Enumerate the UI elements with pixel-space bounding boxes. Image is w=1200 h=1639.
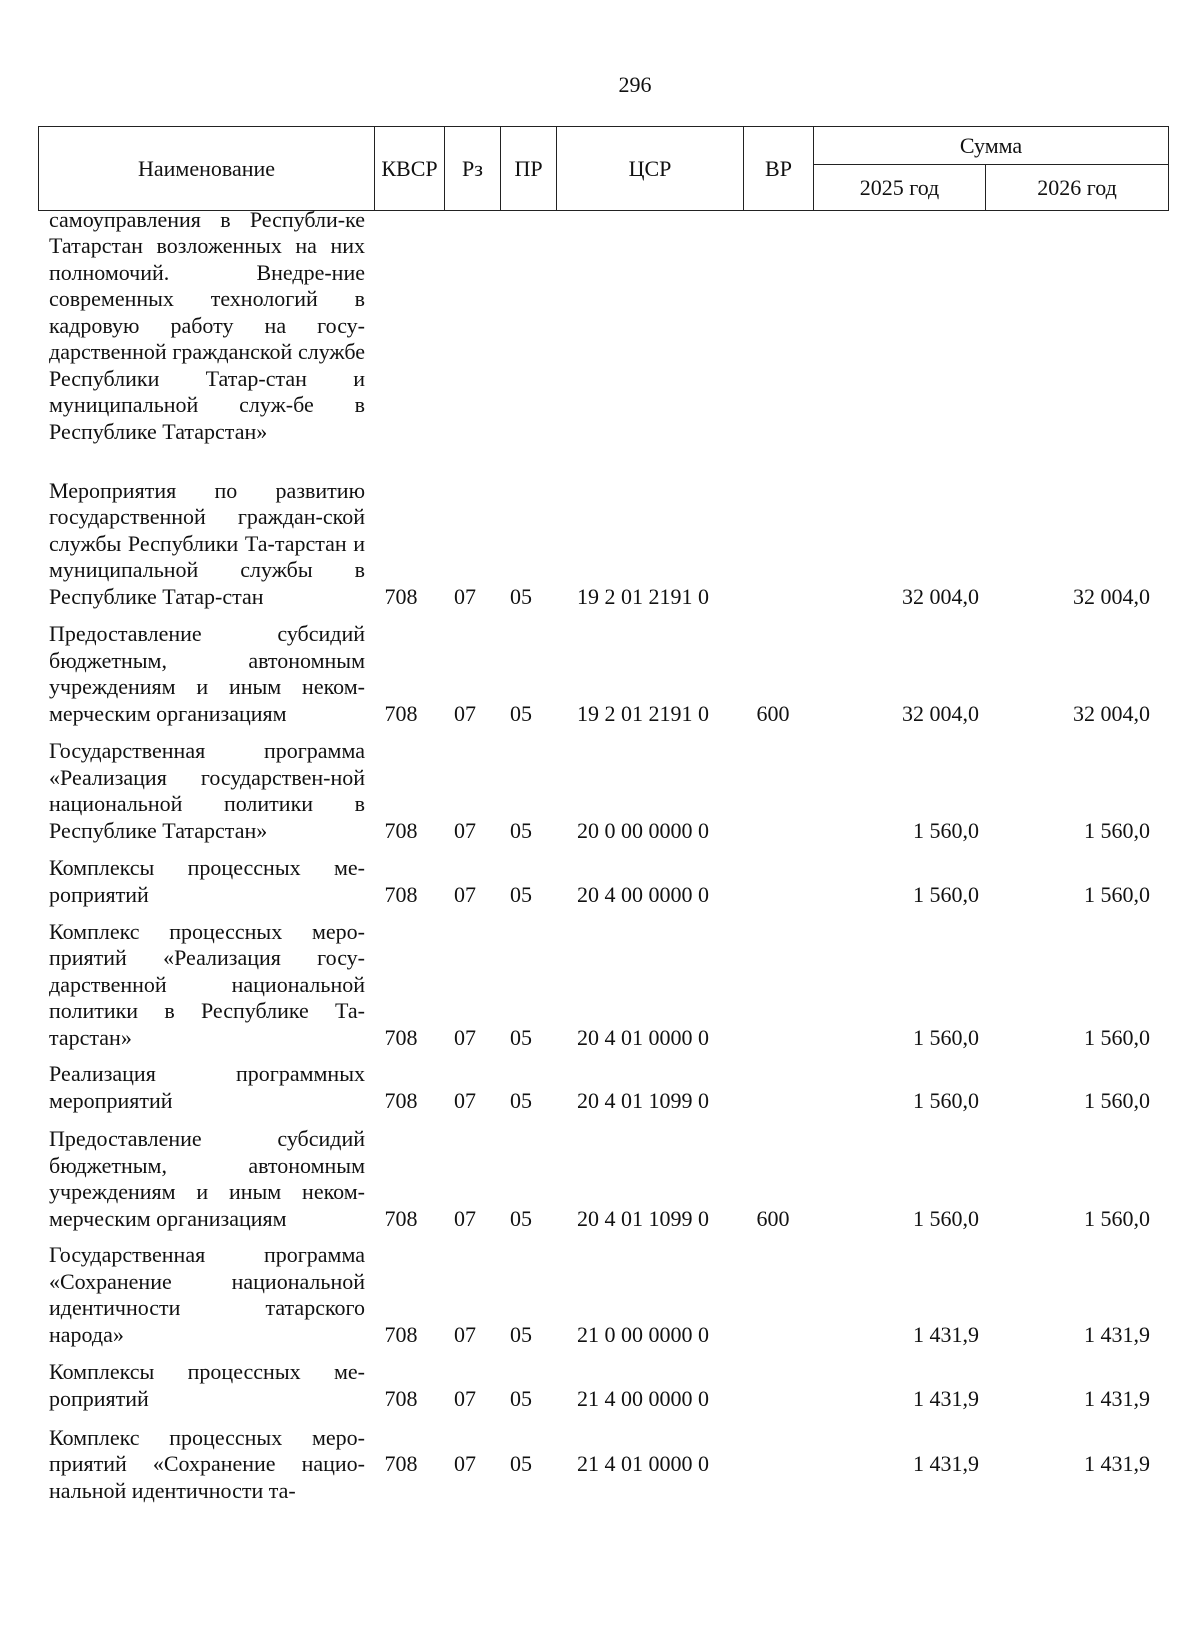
table-row [0,1232,1200,1348]
table-row [0,206,1200,445]
row-rz: 07 [454,1205,476,1231]
table-row [0,727,1200,844]
row-csr: 19 2 01 2191 0 [577,700,709,726]
row-kvsr: 708 [384,700,418,726]
row-rz: 07 [454,881,476,907]
header-kvsr: КВСР [375,127,445,211]
table-row [0,1348,1200,1412]
table-row [0,610,1200,727]
row-sum-2025: 1 560,0 [913,1087,979,1113]
page-number: 296 [618,72,652,97]
row-sum-2026: 32 004,0 [1073,700,1150,726]
row-kvsr: 708 [384,1205,418,1231]
row-sum-2025: 1 560,0 [913,817,979,843]
row-name: Предоставление субсидий бюджетным, автономным учреждениям и иным неком-мерческим организациям [49,1126,365,1231]
row-name: Реализация программных мероприятий [49,1061,365,1113]
row-sum-2025: 1 560,0 [913,1205,979,1231]
row-csr: 21 4 00 0000 0 [577,1385,709,1411]
row-sum-2026: 1 560,0 [1084,1205,1150,1231]
header-sum: Сумма [814,127,1169,165]
row-pr: 05 [510,1087,532,1113]
table-row [0,1051,1200,1114]
row-sum-2025: 1 560,0 [913,881,979,907]
row-kvsr: 708 [384,881,418,907]
row-kvsr: 708 [384,817,418,843]
header-vr: ВР [744,127,814,211]
row-name: Государственная программа «Реализация государствен-ной национальной политики в Республике Татарстан» [49,738,365,843]
row-rz: 07 [454,700,476,726]
row-name: Мероприятия по развитию государственной граждан-ской службы Республики Та-тарстан и муниципальной службы в Республике Татар-стан [49,477,365,609]
row-pr: 05 [510,1321,532,1347]
row-csr: 20 0 00 0000 0 [577,817,709,843]
row-kvsr: 708 [384,1024,418,1050]
row-kvsr: 708 [384,1451,418,1477]
row-sum-2026: 1 560,0 [1084,817,1150,843]
table-row [0,1412,1200,1517]
row-sum-2026: 1 431,9 [1084,1321,1150,1347]
header-year-2026: 2026 год [986,165,1169,211]
row-vr: 600 [756,1205,790,1231]
row-name: самоуправления в Республи-ке Татарстан возложенных на них полномочий. Внедре-ние современных технологий в кадровую работу на госу-дарственной гражданской службе Республики Татар-стан и муниципальной служ-бе в Республике Татарстан» [49,206,365,444]
row-rz: 07 [454,583,476,609]
row-kvsr: 708 [384,1321,418,1347]
row-sum-2025: 32 004,0 [902,700,979,726]
row-csr: 21 4 01 0000 0 [577,1451,709,1477]
row-sum-2025: 1 431,9 [913,1321,979,1347]
row-sum-2025: 1 431,9 [913,1451,979,1477]
row-name: Комплекс процессных меро-приятий «Реализация госу-дарственной национальной политики в Республике Та-тарстан» [49,918,365,1050]
table-row [0,445,1200,610]
row-sum-2026: 1 560,0 [1084,1087,1150,1113]
row-pr: 05 [510,881,532,907]
header-name: Наименование [39,127,375,211]
row-sum-2026: 1 560,0 [1084,881,1150,907]
table-row [0,1114,1200,1232]
row-rz: 07 [454,817,476,843]
row-name: Государственная программа «Сохранение национальной идентичности татарского народа» [49,1242,365,1347]
row-csr: 19 2 01 2191 0 [577,583,709,609]
row-kvsr: 708 [384,583,418,609]
row-sum-2026: 1 431,9 [1084,1451,1150,1477]
row-pr: 05 [510,1205,532,1231]
row-kvsr: 708 [384,1087,418,1113]
row-name: Комплексы процессных ме-роприятий [49,1359,365,1411]
row-sum-2025: 32 004,0 [902,583,979,609]
row-sum-2026: 1 560,0 [1084,1024,1150,1050]
row-rz: 07 [454,1024,476,1050]
header-csr: ЦСР [557,127,744,211]
row-pr: 05 [510,1451,532,1477]
header-pr: ПР [501,127,557,211]
row-rz: 07 [454,1385,476,1411]
table-header [38,126,1169,211]
row-vr: 600 [756,700,790,726]
row-sum-2026: 32 004,0 [1073,583,1150,609]
row-csr: 20 4 01 1099 0 [577,1205,709,1231]
header-rz: Рз [445,127,501,211]
row-sum-2025: 1 431,9 [913,1385,979,1411]
row-csr: 20 4 01 0000 0 [577,1024,709,1050]
table-row [0,844,1200,908]
table-row [0,908,1200,1051]
row-name: Комплексы процессных ме-роприятий [49,855,365,907]
row-sum-2026: 1 431,9 [1084,1385,1150,1411]
row-pr: 05 [510,1385,532,1411]
row-name: Предоставление субсидий бюджетным, автономным учреждениям и иным неком-мерческим организациям [49,621,365,726]
row-rz: 07 [454,1321,476,1347]
row-csr: 20 4 00 0000 0 [577,881,709,907]
row-pr: 05 [510,817,532,843]
row-rz: 07 [454,1451,476,1477]
row-rz: 07 [454,1087,476,1113]
row-sum-2025: 1 560,0 [913,1024,979,1050]
row-kvsr: 708 [384,1385,418,1411]
table-body [0,206,1200,1517]
row-name: Комплекс процессных меро-приятий «Сохранение нацио-нальной идентичности та- [49,1424,365,1503]
row-csr: 21 0 00 0000 0 [577,1321,709,1347]
row-pr: 05 [510,700,532,726]
header-year-2025: 2025 год [814,165,986,211]
row-pr: 05 [510,583,532,609]
row-pr: 05 [510,1024,532,1050]
row-csr: 20 4 01 1099 0 [577,1087,709,1113]
